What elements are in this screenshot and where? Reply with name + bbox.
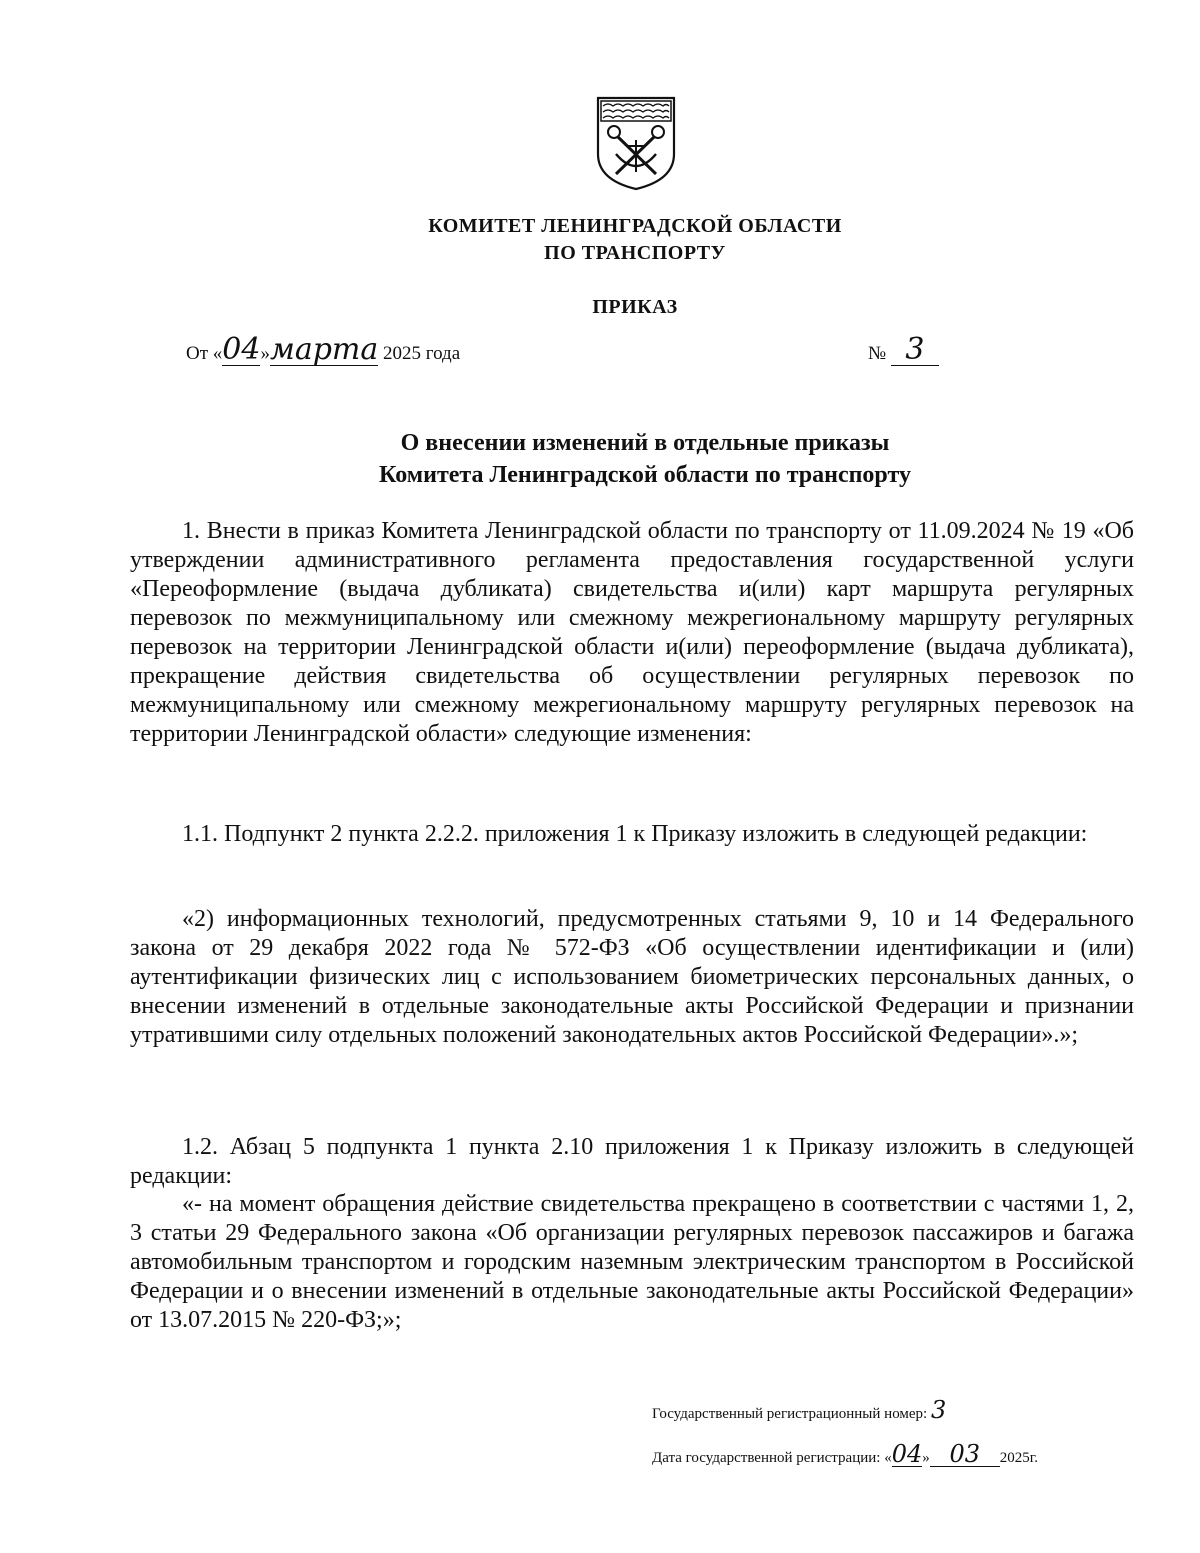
registration-number-label: Государственный регистрационный номер: — [652, 1406, 928, 1422]
paragraph-1: 1. Внести в приказ Комитета Ленинградской области по транспорту от 11.09.2024 № 19 «Об утверждении административного регламента предоставления государственной услуги «Переоформление (выдача дубликата) свидетельства и(или) карт маршрута регулярных перевозок по межмуниципальному или смежному межрегиональному маршруту регулярных перевозок на территории Ленинградской области и(или) переоформление (выдача дубликата), прекращение действия свидетельства об осуществлении регулярных перевозок по межмуниципальному или смежному межрегиональному маршруту регулярных перевозок на территории Ленинградской области» следующие изменения: — [130, 518, 1134, 747]
order-date — [186, 332, 461, 367]
paragraph-quote-1: «2) информационных технологий, предусмотренных статьями 9, 10 и 14 Федерального закона от 29 декабря 2022 года № 572-ФЗ «Об осуществлении идентификации и (или) аутентификации физических лиц с использованием биометрических персональных данных, о внесении изменений в отдельные законодательные акты Российской Федерации и признании утратившими силу отдельных положений законодательных актов Российской Федерации».»; — [130, 906, 1134, 1048]
date-prefix: От « — [186, 343, 223, 364]
number-value: 3 — [891, 335, 939, 366]
order-number — [868, 332, 939, 367]
date-year: 2025 года — [383, 343, 461, 364]
number-label: № — [868, 343, 887, 364]
org-name-line1: КОМИТЕТ ЛЕНИНГРАДСКОЙ ОБЛАСТИ — [428, 215, 842, 237]
registration-date-label: Дата государственной регистрации: « — [652, 1450, 892, 1466]
document-title-line2: Комитета Ленинградской области по транспорту — [379, 462, 911, 488]
registration-date-day: 04 — [891, 1440, 923, 1468]
registration-date-sep: » — [922, 1450, 930, 1466]
paragraph-1-2: 1.2. Абзац 5 подпункта 1 пункта 2.10 приложения 1 к Приказу изложить в следующей редакции: — [130, 1134, 1134, 1189]
org-name-line2: ПО ТРАНСПОРТУ — [544, 242, 726, 264]
paragraph-quote-2: «- на момент обращения действие свидетельства прекращено в соответствии с частями 1, 2, 3 статьи 29 Федерального закона «Об организации регулярных перевозок пассажиров и багажа автомобильным транспортом и городским наземным электрическим транспортом в Российской Федерации и о внесении изменений в отдельные законодательные акты Российской Федерации» от 13.07.2015 № 220-ФЗ;»; — [130, 1191, 1134, 1333]
registration-number-value: 3 — [930, 1396, 947, 1424]
document-type: ПРИКАЗ — [592, 296, 678, 318]
date-mid: » — [260, 343, 270, 364]
document-title-line1: О внесении изменений в отдельные приказы — [400, 430, 890, 456]
registration-date — [652, 1442, 1038, 1467]
paragraph-1-1: 1.1. Подпункт 2 пункта 2.2.2. приложения 1 к Приказу изложить в следующей редакции: — [182, 821, 1088, 847]
date-month: марта — [269, 332, 379, 367]
date-day: 04 — [222, 332, 261, 367]
registration-number — [652, 1398, 946, 1423]
registration-date-year: 2025г. — [999, 1450, 1038, 1466]
registration-date-month: 03 — [930, 1442, 1000, 1467]
coat-of-arms-icon — [586, 92, 686, 192]
